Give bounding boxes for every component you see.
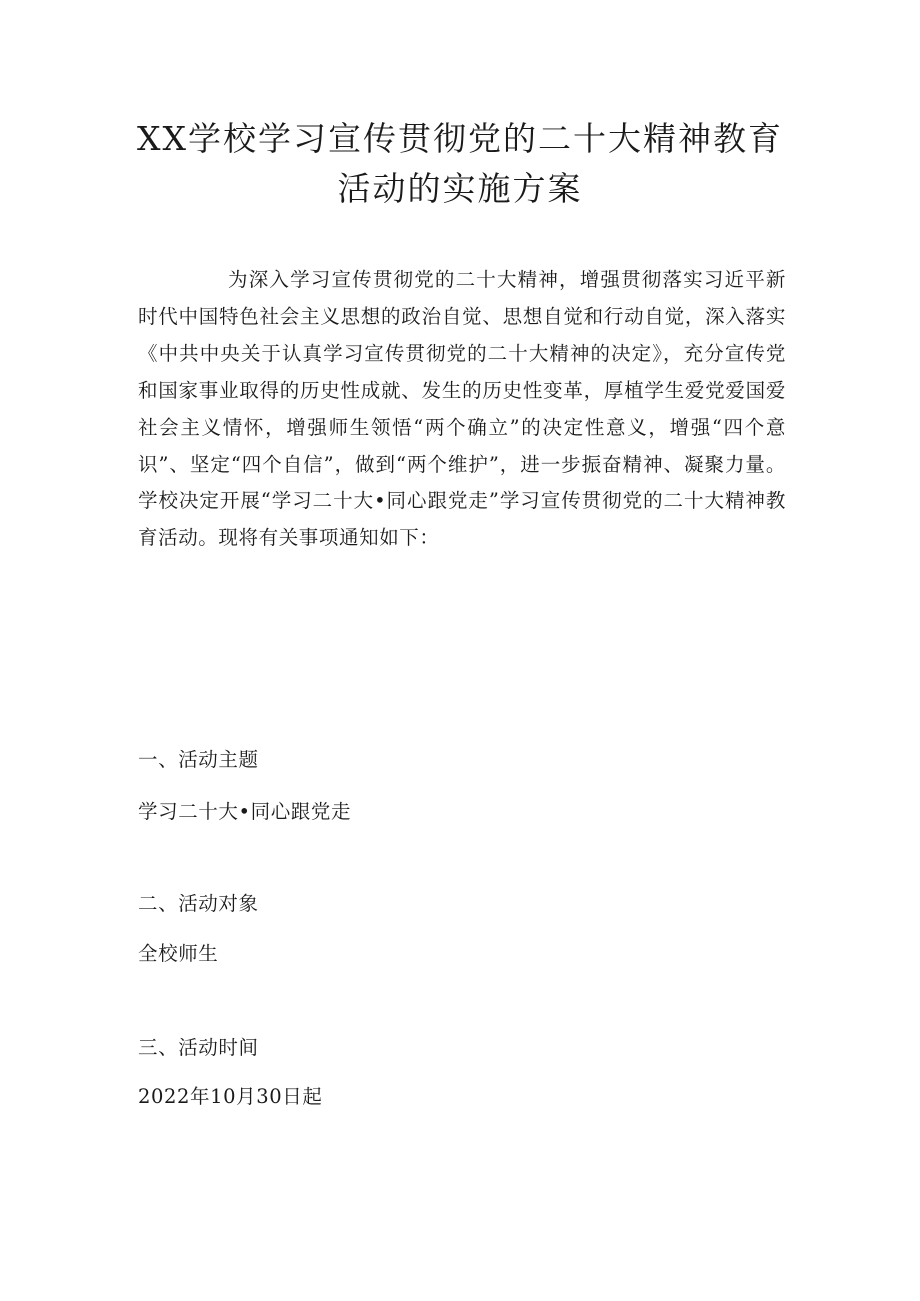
section-3-content: 2022年10月30日起: [138, 1085, 323, 1108]
intro-paragraph: 为深入学习宣传贯彻党的二十大精神，增强贯彻落实习近平新时代中国特色社会主义思想的政治自觉、思想自觉和行动自觉，深入落实《中共中央关于认真学习宣传贯彻党的二十大精神的决定》，充分宣传党和国家事业取得的历史性成就、发生的历史性变革，厚植学生爱党爱国爱社会主义情怀，增强师生领悟“两个确立”的决定性意义，增强“四个意识”、坚定“四个自信”，做到“两个维护”，进一步振奋精神、凝聚力量。学校决定开展“学习二十大•同心跟党走”学习宣传贯彻党的二十大精神教育活动。现将有关事项通知如下：: [138, 268, 786, 550]
section-2-content: 全校师生: [138, 942, 219, 965]
section-1-content: 学习二十大•同心跟党走: [138, 800, 352, 823]
document-title: [110, 114, 810, 214]
title-line-1: XX学校学习宣传贯彻党的二十大精神教育: [137, 119, 783, 158]
title-line-2: 活动的实施方案: [337, 169, 583, 208]
section-2-heading: 二、活动对象: [138, 892, 259, 915]
section-1-heading: 一、活动主题: [138, 748, 259, 771]
section-3-heading: 三、活动时间: [138, 1036, 259, 1059]
